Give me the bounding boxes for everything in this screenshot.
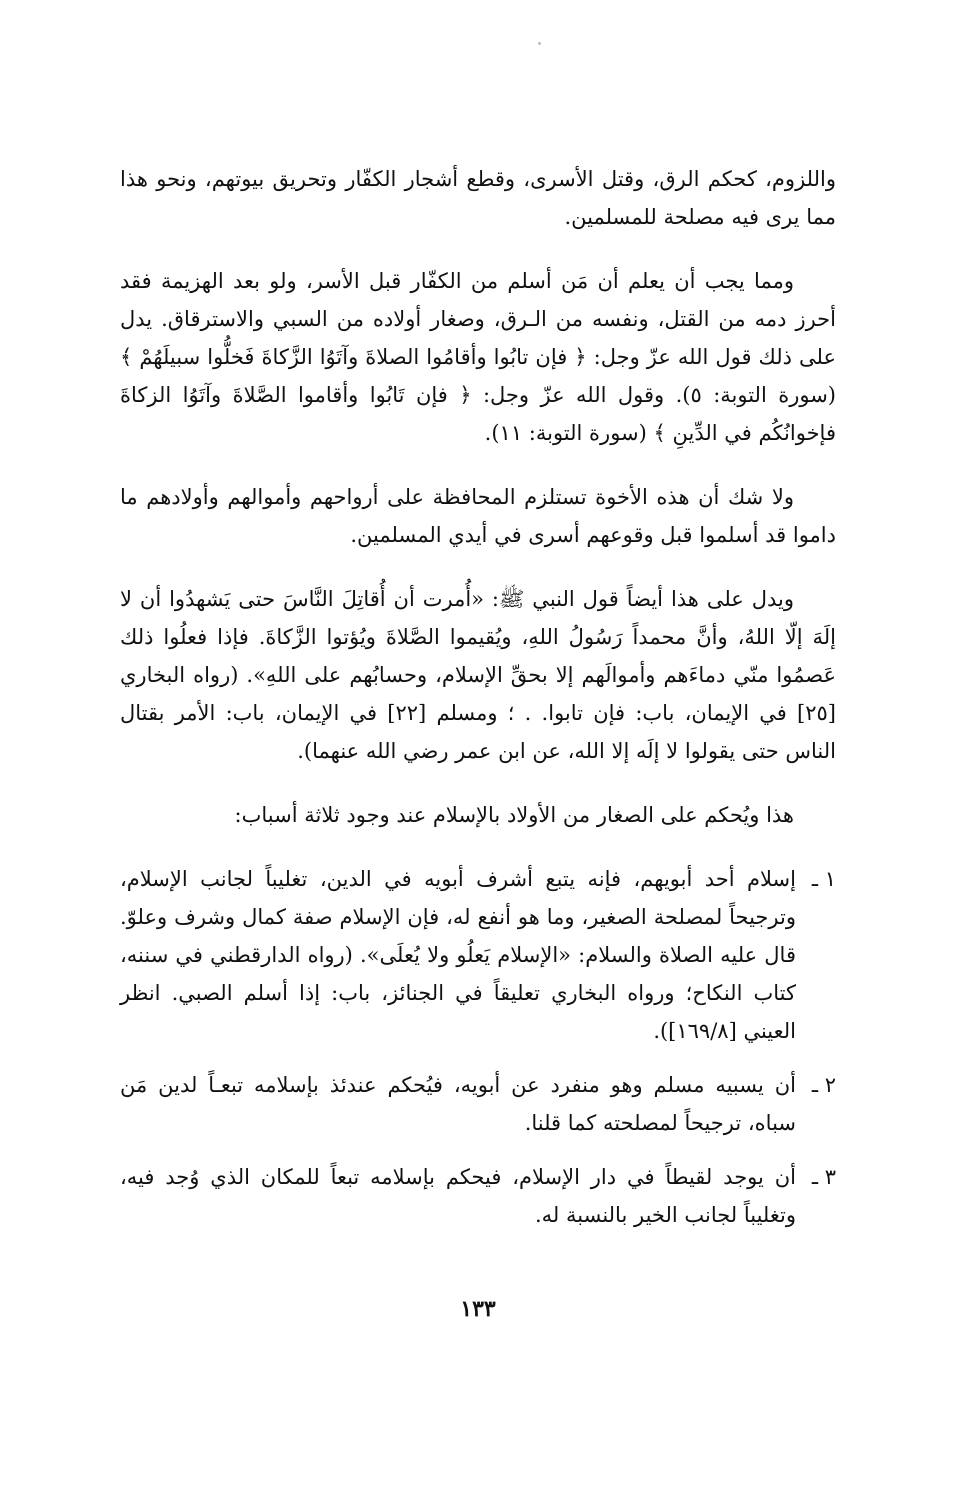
list-item-text: أن يوجد لقيطاً في دار الإسلام، فيحكم بإسلامه تبعاً للمكان الذي وُجد فيه، وتغليباً لجانب الخير بالنسبة له. [120,1165,796,1227]
list-item [120,860,836,1050]
list-item-number: ٣ ـ [811,1165,836,1189]
scan-speck [538,42,541,45]
list-item-text: إسلام أحد أبويهم، فإنه يتبع أشرف أبويه في الدين، تغليباً لجانب الإسلام، وترجيحاً لمصلحة الصغير، وما هو أنفع له، فإن الإسلام صفة كمال وشرف وعلوّ. قال عليه الصلاة والسلام: «الإسلام يَعلُو ولا يُعلَى». (رواه الدارقطني في سننه، كتاب النكاح؛ ورواه البخاري تعليقاً في الجنائز، باب: إذا أسلم الصبي. انظر العيني [١٦٩/٨]). [120,867,796,1043]
list-item-number: ٢ ـ [811,1073,836,1097]
reasons-list [120,860,836,1234]
paragraph-brotherhood: ولا شك أن هذه الأخوة تستلزم المحافظة على أرواحهم وأموالهم وأولادهم ما داموا قد أسلموا قبل وقوعهم أسرى في أيدي المسلمين. [120,485,836,547]
paragraph-prisoner-islam: ومما يجب أن يعلم أن مَن أسلم من الكفّار قبل الأسر، ولو بعد الهزيمة فقد أحرز دمه من القتل، ونفسه من الـرق، وصغار أولاده من السبي والاسترقاق. يدل على ذلك قول الله عزّ وجل: ﴿ فإن تابُوا وأقامُوا الصلاةَ وآتَوُا الزَّكاةَ فَخلُّوا سبيلَهُمْ ﴾ (سورة التوبة: ٥). وقول الله عزّ وجل: ﴿ فإن تَابُوا وأقاموا الصَّلاةَ وآتَوُا الزكاةَ فإخوانُكُم في الدِّينِ ﴾ (سورة التوبة: ١١). [120,269,836,445]
paragraph-hadith: ويدل على هذا أيضاً قول النبي ﷺ: «أُمرت أن أُقاتِلَ النَّاسَ حتى يَشهدُوا أن لا إلَهَ إلّا اللهُ، وأنَّ محمداً رَسُولُ اللهِ، ويُقيموا الصَّلاةَ ويُؤتوا الزَّكاةَ. فإذا فعلُوا ذلك عَصمُوا منّي دماءَهم وأموالَهم إلا بحقِّ الإسلام، وحسابُهم على اللهِ». (رواه البخاري [٢٥] في الإيمان، باب: فإن تابوا. . ؛ ومسلم [٢٢] في الإيمان، باب: الأمر بقتال الناس حتى يقولوا لا إلَه إلا الله، عن ابن عمر رضي الله عنهما). [120,587,836,763]
paragraph-continuation: واللزوم، كحكم الرق، وقتل الأسرى، وقطع أشجار الكفّار وتحريق بيوتهم، ونحو هذا مما يرى فيه مصلحة للمسلمين. [120,167,836,229]
page-number: ١٣٣ [460,1296,496,1322]
list-item [120,1066,836,1142]
list-item-number: ١ ـ [811,867,836,891]
body-text [120,160,836,1250]
list-item-text: أن يسبيه مسلم وهو منفرد عن أبويه، فيُحكم عندئذ بإسلامه تبعـاً لدين مَن سباه، ترجيحاً لمصلحته كما قلنا. [120,1073,796,1135]
paragraph-three-reasons-intro: هذا ويُحكم على الصغار من الأولاد بالإسلام عند وجود ثلاثة أسباب: [234,803,794,827]
list-item [120,1158,836,1234]
